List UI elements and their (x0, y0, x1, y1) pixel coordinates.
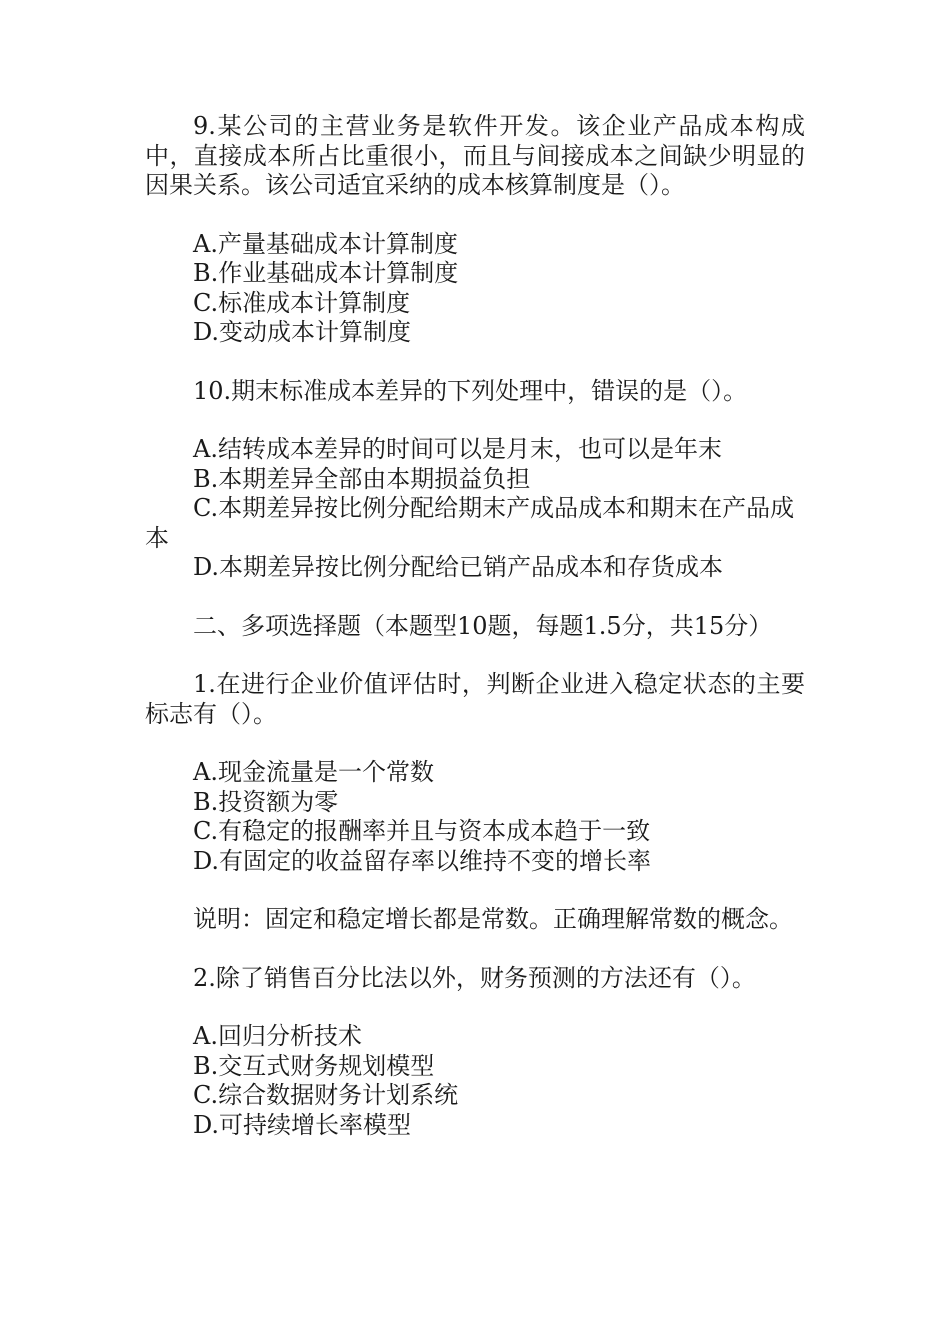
multi-question-1-stem: 1.在进行企业价值评估时，判断企业进入稳定状态的主要标志有（）。 (145, 670, 805, 728)
question-9-options (145, 230, 805, 348)
question-9-option-a: A.产量基础成本计算制度 (193, 229, 458, 258)
multi-question-1-note: 说明：固定和稳定增长都是常数。正确理解常数的概念。 (193, 905, 793, 933)
multi-question-1-option-a: A.现金流量是一个常数 (193, 758, 434, 786)
multi-question-2-option-d: D.可持续增长率模型 (193, 1110, 412, 1139)
multi-question-1-option-b: B.投资额为零 (193, 787, 339, 816)
question-9-option-b: B.作业基础成本计算制度 (193, 259, 459, 287)
question-10-option-a: A.结转成本差异的时间可以是月末，也可以是年末 (193, 435, 722, 463)
multi-question-2-options (145, 1022, 805, 1140)
multi-question-2-option-a: A.回归分析技术 (193, 1022, 362, 1050)
multi-question-2-stem: 2.除了销售百分比法以外，财务预测的方法还有（）。 (193, 963, 756, 992)
multi-question-1-options (145, 758, 805, 876)
section-heading: 二、多项选择题（本题型10题，每题1.5分，共15分） (193, 611, 773, 640)
question-9-option-d: D.变动成本计算制度 (193, 318, 412, 346)
question-9-option-c: C.标准成本计算制度 (193, 288, 411, 317)
multi-question-2-option-b: B.交互式财务规划模型 (193, 1051, 435, 1080)
question-10-options (145, 435, 805, 583)
question-9-stem: 9.某公司的主营业务是软件开发。该企业产品成本构成中，直接成本所占比重很小，而且与间接成本之间缺少明显的因果关系。该公司适宜采纳的成本核算制度是（）。 (145, 112, 805, 199)
multi-question-1-option-c: C.有稳定的报酬率并且与资本成本趋于一致 (193, 817, 651, 845)
multi-question-2-option-c: C.综合数据财务计划系统 (193, 1081, 459, 1109)
multi-question-1-option-d: D.有固定的收益留存率以维持不变的增长率 (193, 846, 652, 875)
question-10-option-d: D.本期差异按比例分配给已销产品成本和存货成本 (193, 553, 724, 581)
document-content (145, 112, 805, 1140)
question-10-option-c: C.本期差异按比例分配给期末产成品成本和期末在产品成本 (145, 494, 795, 552)
question-10-option-b: B.本期差异全部由本期损益负担 (193, 464, 531, 493)
question-10-stem: 10.期末标准成本差异的下列处理中，错误的是（）。 (193, 376, 748, 405)
